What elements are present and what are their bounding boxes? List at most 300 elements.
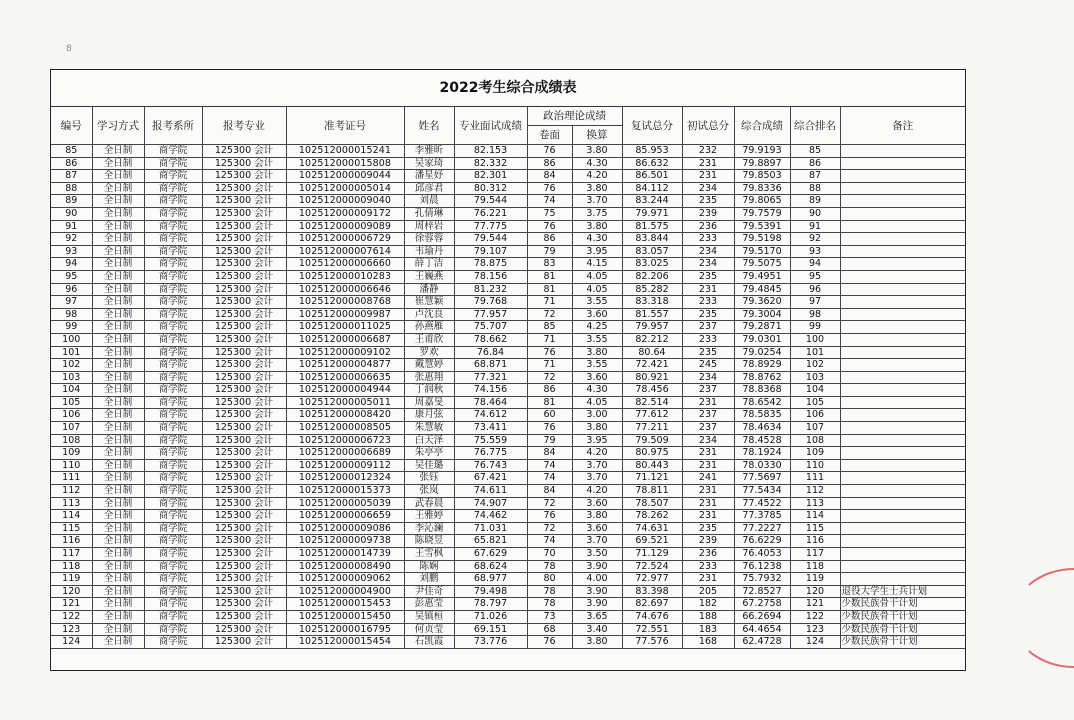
cell-num: 87	[51, 170, 92, 183]
cell-politics-conv: 3.80	[572, 510, 622, 523]
cell-exam-id: 102512000008490	[286, 560, 404, 573]
cell-politics-conv: 3.70	[572, 472, 622, 485]
cell-politics-raw: 68	[527, 623, 572, 636]
cell-politics-raw: 74	[527, 535, 572, 548]
cell-mode: 全日制	[92, 472, 144, 485]
cell-retest-total: 83.057	[622, 245, 682, 258]
cell-interview: 76.775	[454, 447, 527, 460]
header-name: 姓名	[404, 107, 454, 145]
cell-dept: 商学院	[144, 535, 202, 548]
header-note: 备注	[840, 107, 965, 145]
header-politics-conv: 换算	[572, 126, 622, 145]
cell-rank: 123	[790, 623, 840, 636]
cell-retest-total: 80.975	[622, 447, 682, 460]
cell-note	[840, 195, 965, 208]
cell-composite: 76.6229	[734, 535, 790, 548]
header-politics-raw: 卷面	[527, 126, 572, 145]
cell-politics-raw: 73	[527, 610, 572, 623]
cell-exam-id: 102512000012324	[286, 472, 404, 485]
cell-num: 97	[51, 296, 92, 309]
cell-exam-id: 102512000009738	[286, 535, 404, 548]
cell-num: 106	[51, 409, 92, 422]
cell-initial-total: 234	[682, 182, 734, 195]
cell-politics-raw: 72	[527, 308, 572, 321]
cell-note	[840, 321, 965, 334]
cell-name: 潘星妤	[404, 170, 454, 183]
cell-major: 125300 会计	[202, 396, 286, 409]
cell-name: 王甫欣	[404, 333, 454, 346]
cell-num: 124	[51, 636, 92, 649]
table-row	[51, 434, 965, 447]
cell-politics-conv: 3.90	[572, 560, 622, 573]
cell-interview: 77.321	[454, 371, 527, 384]
cell-rank: 86	[790, 157, 840, 170]
cell-major: 125300 会计	[202, 195, 286, 208]
cell-rank: 89	[790, 195, 840, 208]
cell-num: 102	[51, 359, 92, 372]
cell-interview: 74.612	[454, 409, 527, 422]
cell-initial-total: 237	[682, 321, 734, 334]
cell-num: 112	[51, 485, 92, 498]
cell-composite: 64.4654	[734, 623, 790, 636]
cell-politics-raw: 78	[527, 598, 572, 611]
cell-politics-conv: 3.40	[572, 623, 622, 636]
cell-major: 125300 会计	[202, 245, 286, 258]
cell-politics-conv: 3.80	[572, 220, 622, 233]
cell-rank: 113	[790, 497, 840, 510]
cell-composite: 78.1924	[734, 447, 790, 460]
cell-num: 117	[51, 548, 92, 561]
cell-note	[840, 535, 965, 548]
cell-initial-total: 168	[682, 636, 734, 649]
cell-note	[840, 220, 965, 233]
cell-rank: 121	[790, 598, 840, 611]
table-row	[51, 308, 965, 321]
cell-dept: 商学院	[144, 182, 202, 195]
table-row	[51, 321, 965, 334]
table-row	[51, 497, 965, 510]
cell-rank: 124	[790, 636, 840, 649]
header-num: 编号	[51, 107, 92, 145]
cell-num: 100	[51, 333, 92, 346]
cell-politics-conv: 3.75	[572, 207, 622, 220]
cell-politics-raw: 71	[527, 359, 572, 372]
cell-politics-conv: 3.00	[572, 409, 622, 422]
cell-composite: 78.5835	[734, 409, 790, 422]
cell-exam-id: 102512000008768	[286, 296, 404, 309]
cell-initial-total: 237	[682, 384, 734, 397]
cell-num: 90	[51, 207, 92, 220]
table-row	[51, 145, 965, 158]
cell-dept: 商学院	[144, 245, 202, 258]
cell-num: 91	[51, 220, 92, 233]
cell-composite: 77.2227	[734, 522, 790, 535]
cell-composite: 76.4053	[734, 548, 790, 561]
cell-major: 125300 会计	[202, 359, 286, 372]
cell-politics-conv: 4.00	[572, 573, 622, 586]
cell-name: 尹佳奇	[404, 585, 454, 598]
cell-composite: 79.0254	[734, 346, 790, 359]
header-mode: 学习方式	[92, 107, 144, 145]
cell-initial-total: 231	[682, 497, 734, 510]
cell-interview: 78.797	[454, 598, 527, 611]
cell-note	[840, 258, 965, 271]
cell-num: 89	[51, 195, 92, 208]
table-row	[51, 522, 965, 535]
cell-composite: 79.3620	[734, 296, 790, 309]
cell-initial-total: 231	[682, 396, 734, 409]
cell-rank: 109	[790, 447, 840, 460]
cell-dept: 商学院	[144, 157, 202, 170]
cell-composite: 78.6542	[734, 396, 790, 409]
score-table	[51, 107, 965, 649]
cell-num: 103	[51, 371, 92, 384]
cell-interview: 75.707	[454, 321, 527, 334]
cell-num: 88	[51, 182, 92, 195]
cell-name: 戴慧婷	[404, 359, 454, 372]
cell-dept: 商学院	[144, 485, 202, 498]
cell-politics-conv: 3.60	[572, 371, 622, 384]
table-row	[51, 371, 965, 384]
cell-exam-id: 102512000006635	[286, 371, 404, 384]
cell-composite: 67.2758	[734, 598, 790, 611]
cell-note: 少数民族骨干计划	[840, 636, 965, 649]
cell-initial-total: 231	[682, 170, 734, 183]
cell-rank: 90	[790, 207, 840, 220]
cell-mode: 全日制	[92, 195, 144, 208]
cell-interview: 82.332	[454, 157, 527, 170]
cell-interview: 77.775	[454, 220, 527, 233]
cell-retest-total: 82.206	[622, 270, 682, 283]
cell-rank: 92	[790, 233, 840, 246]
cell-composite: 79.8065	[734, 195, 790, 208]
cell-name: 王雪枫	[404, 548, 454, 561]
cell-name: 陈晓昱	[404, 535, 454, 548]
table-row	[51, 485, 965, 498]
cell-note	[840, 333, 965, 346]
cell-politics-raw: 72	[527, 497, 572, 510]
cell-retest-total: 82.697	[622, 598, 682, 611]
cell-politics-conv: 3.70	[572, 535, 622, 548]
table-row	[51, 459, 965, 472]
cell-dept: 商学院	[144, 283, 202, 296]
cell-major: 125300 会计	[202, 321, 286, 334]
cell-mode: 全日制	[92, 283, 144, 296]
cell-initial-total: 231	[682, 157, 734, 170]
cell-exam-id: 102512000016795	[286, 623, 404, 636]
cell-rank: 120	[790, 585, 840, 598]
cell-politics-raw: 86	[527, 384, 572, 397]
cell-politics-raw: 75	[527, 207, 572, 220]
cell-composite: 79.2871	[734, 321, 790, 334]
cell-interview: 73.411	[454, 422, 527, 435]
cell-politics-raw: 76	[527, 145, 572, 158]
cell-initial-total: 236	[682, 220, 734, 233]
cell-name: 朱亭亭	[404, 447, 454, 460]
cell-note	[840, 207, 965, 220]
table-row	[51, 560, 965, 573]
cell-mode: 全日制	[92, 434, 144, 447]
cell-interview: 76.743	[454, 459, 527, 472]
cell-initial-total: 236	[682, 548, 734, 561]
header-major: 报考专业	[202, 107, 286, 145]
cell-politics-conv: 3.60	[572, 497, 622, 510]
cell-mode: 全日制	[92, 145, 144, 158]
cell-retest-total: 85.953	[622, 145, 682, 158]
cell-exam-id: 102512000007614	[286, 245, 404, 258]
cell-mode: 全日制	[92, 346, 144, 359]
cell-initial-total: 231	[682, 283, 734, 296]
cell-mode: 全日制	[92, 510, 144, 523]
cell-mode: 全日制	[92, 459, 144, 472]
cell-politics-conv: 3.80	[572, 636, 622, 649]
cell-major: 125300 会计	[202, 308, 286, 321]
cell-mode: 全日制	[92, 371, 144, 384]
cell-initial-total: 241	[682, 472, 734, 485]
cell-composite: 66.2694	[734, 610, 790, 623]
cell-num: 113	[51, 497, 92, 510]
cell-initial-total: 235	[682, 346, 734, 359]
cell-major: 125300 会计	[202, 535, 286, 548]
cell-politics-conv: 4.20	[572, 170, 622, 183]
table-row	[51, 422, 965, 435]
cell-exam-id: 102512000011025	[286, 321, 404, 334]
cell-retest-total: 72.524	[622, 560, 682, 573]
cell-exam-id: 102512000009172	[286, 207, 404, 220]
cell-retest-total: 78.811	[622, 485, 682, 498]
cell-major: 125300 会计	[202, 459, 286, 472]
cell-politics-conv: 4.15	[572, 258, 622, 271]
cell-politics-raw: 72	[527, 371, 572, 384]
table-row	[51, 396, 965, 409]
table-row	[51, 207, 965, 220]
cell-exam-id: 102512000009044	[286, 170, 404, 183]
cell-name: 薛丁洁	[404, 258, 454, 271]
cell-note	[840, 270, 965, 283]
cell-rank: 117	[790, 548, 840, 561]
cell-retest-total: 86.501	[622, 170, 682, 183]
cell-name: 刘晨	[404, 195, 454, 208]
cell-initial-total: 235	[682, 308, 734, 321]
cell-initial-total: 231	[682, 485, 734, 498]
cell-exam-id: 102512000008420	[286, 409, 404, 422]
table-row	[51, 585, 965, 598]
cell-politics-conv: 4.30	[572, 233, 622, 246]
cell-politics-conv: 3.90	[572, 585, 622, 598]
cell-exam-id: 102512000015450	[286, 610, 404, 623]
cell-exam-id: 102512000015454	[286, 636, 404, 649]
cell-composite: 78.8762	[734, 371, 790, 384]
cell-note	[840, 396, 965, 409]
cell-politics-raw: 72	[527, 522, 572, 535]
cell-politics-conv: 3.95	[572, 434, 622, 447]
cell-politics-conv: 3.95	[572, 245, 622, 258]
cell-exam-id: 102512000006729	[286, 233, 404, 246]
cell-composite: 79.9193	[734, 145, 790, 158]
cell-rank: 97	[790, 296, 840, 309]
cell-composite: 79.5391	[734, 220, 790, 233]
cell-mode: 全日制	[92, 220, 144, 233]
cell-interview: 80.312	[454, 182, 527, 195]
cell-major: 125300 会计	[202, 598, 286, 611]
cell-name: 王巍燕	[404, 270, 454, 283]
cell-name: 崔慧颖	[404, 296, 454, 309]
cell-composite: 78.4634	[734, 422, 790, 435]
cell-note	[840, 485, 965, 498]
cell-initial-total: 234	[682, 434, 734, 447]
table-row	[51, 233, 965, 246]
cell-name: 邱彦君	[404, 182, 454, 195]
cell-interview: 68.871	[454, 359, 527, 372]
cell-composite: 79.3004	[734, 308, 790, 321]
cell-dept: 商学院	[144, 207, 202, 220]
cell-num: 119	[51, 573, 92, 586]
cell-dept: 商学院	[144, 585, 202, 598]
cell-composite: 77.5697	[734, 472, 790, 485]
cell-retest-total: 79.957	[622, 321, 682, 334]
table-row	[51, 182, 965, 195]
cell-num: 99	[51, 321, 92, 334]
cell-num: 108	[51, 434, 92, 447]
cell-name: 康月弦	[404, 409, 454, 422]
cell-politics-raw: 70	[527, 548, 572, 561]
cell-dept: 商学院	[144, 145, 202, 158]
cell-exam-id: 102512000006689	[286, 447, 404, 460]
cell-interview: 68.624	[454, 560, 527, 573]
cell-retest-total: 85.282	[622, 283, 682, 296]
cell-composite: 79.7579	[734, 207, 790, 220]
cell-politics-raw: 79	[527, 434, 572, 447]
cell-name: 朱慧敏	[404, 422, 454, 435]
cell-interview: 65.821	[454, 535, 527, 548]
cell-mode: 全日制	[92, 384, 144, 397]
cell-dept: 商学院	[144, 321, 202, 334]
cell-rank: 96	[790, 283, 840, 296]
cell-interview: 79.544	[454, 195, 527, 208]
cell-retest-total: 82.514	[622, 396, 682, 409]
cell-major: 125300 会计	[202, 497, 286, 510]
cell-initial-total: 234	[682, 245, 734, 258]
cell-dept: 商学院	[144, 472, 202, 485]
table-row	[51, 447, 965, 460]
score-sheet	[50, 69, 966, 671]
cell-politics-raw: 76	[527, 422, 572, 435]
cell-dept: 商学院	[144, 333, 202, 346]
table-row	[51, 623, 965, 636]
cell-name: 李沁澜	[404, 522, 454, 535]
cell-exam-id: 102512000009062	[286, 573, 404, 586]
cell-major: 125300 会计	[202, 585, 286, 598]
cell-dept: 商学院	[144, 396, 202, 409]
cell-exam-id: 102512000008505	[286, 422, 404, 435]
cell-retest-total: 72.551	[622, 623, 682, 636]
cell-exam-id: 102512000005039	[286, 497, 404, 510]
cell-note	[840, 283, 965, 296]
cell-retest-total: 82.212	[622, 333, 682, 346]
table-row	[51, 548, 965, 561]
header-rank: 综合排名	[790, 107, 840, 145]
cell-initial-total: 231	[682, 510, 734, 523]
cell-retest-total: 79.971	[622, 207, 682, 220]
cell-politics-conv: 3.80	[572, 422, 622, 435]
cell-mode: 全日制	[92, 560, 144, 573]
table-row	[51, 346, 965, 359]
cell-initial-total: 231	[682, 459, 734, 472]
cell-composite: 79.8503	[734, 170, 790, 183]
cell-exam-id: 102512000015453	[286, 598, 404, 611]
cell-composite: 79.5170	[734, 245, 790, 258]
cell-dept: 商学院	[144, 359, 202, 372]
cell-politics-conv: 4.20	[572, 447, 622, 460]
table-row	[51, 359, 965, 372]
cell-mode: 全日制	[92, 636, 144, 649]
cell-name: 韦瑜丹	[404, 245, 454, 258]
cell-initial-total: 182	[682, 598, 734, 611]
table-row	[51, 409, 965, 422]
cell-major: 125300 会计	[202, 573, 286, 586]
cell-initial-total: 234	[682, 371, 734, 384]
table-row	[51, 270, 965, 283]
cell-dept: 商学院	[144, 170, 202, 183]
cell-retest-total: 77.211	[622, 422, 682, 435]
cell-name: 张钰	[404, 472, 454, 485]
cell-note	[840, 245, 965, 258]
table-row	[51, 384, 965, 397]
cell-num: 121	[51, 598, 92, 611]
cell-composite: 79.4845	[734, 283, 790, 296]
cell-composite: 76.1238	[734, 560, 790, 573]
cell-politics-raw: 76	[527, 182, 572, 195]
table-row	[51, 610, 965, 623]
cell-major: 125300 会计	[202, 623, 286, 636]
cell-politics-conv: 4.05	[572, 283, 622, 296]
cell-major: 125300 会计	[202, 346, 286, 359]
cell-politics-conv: 4.30	[572, 157, 622, 170]
table-row	[51, 157, 965, 170]
cell-exam-id: 102512000009040	[286, 195, 404, 208]
cell-politics-conv: 4.25	[572, 321, 622, 334]
cell-initial-total: 237	[682, 422, 734, 435]
cell-composite: 79.5075	[734, 258, 790, 271]
cell-major: 125300 会计	[202, 522, 286, 535]
table-row	[51, 598, 965, 611]
header-composite: 综合成绩	[734, 107, 790, 145]
cell-num: 104	[51, 384, 92, 397]
cell-rank: 106	[790, 409, 840, 422]
cell-composite: 79.4951	[734, 270, 790, 283]
cell-major: 125300 会计	[202, 283, 286, 296]
cell-name: 徐蓉蓉	[404, 233, 454, 246]
cell-rank: 94	[790, 258, 840, 271]
cell-politics-conv: 4.20	[572, 485, 622, 498]
cell-interview: 79.498	[454, 585, 527, 598]
cell-note	[840, 434, 965, 447]
cell-mode: 全日制	[92, 308, 144, 321]
cell-mode: 全日制	[92, 258, 144, 271]
table-row	[51, 573, 965, 586]
cell-num: 95	[51, 270, 92, 283]
cell-exam-id: 102512000009086	[286, 522, 404, 535]
cell-dept: 商学院	[144, 308, 202, 321]
cell-interview: 74.462	[454, 510, 527, 523]
cell-retest-total: 81.557	[622, 308, 682, 321]
cell-politics-conv: 3.80	[572, 145, 622, 158]
cell-rank: 118	[790, 560, 840, 573]
cell-rank: 116	[790, 535, 840, 548]
cell-num: 116	[51, 535, 92, 548]
cell-rank: 91	[790, 220, 840, 233]
cell-dept: 商学院	[144, 195, 202, 208]
